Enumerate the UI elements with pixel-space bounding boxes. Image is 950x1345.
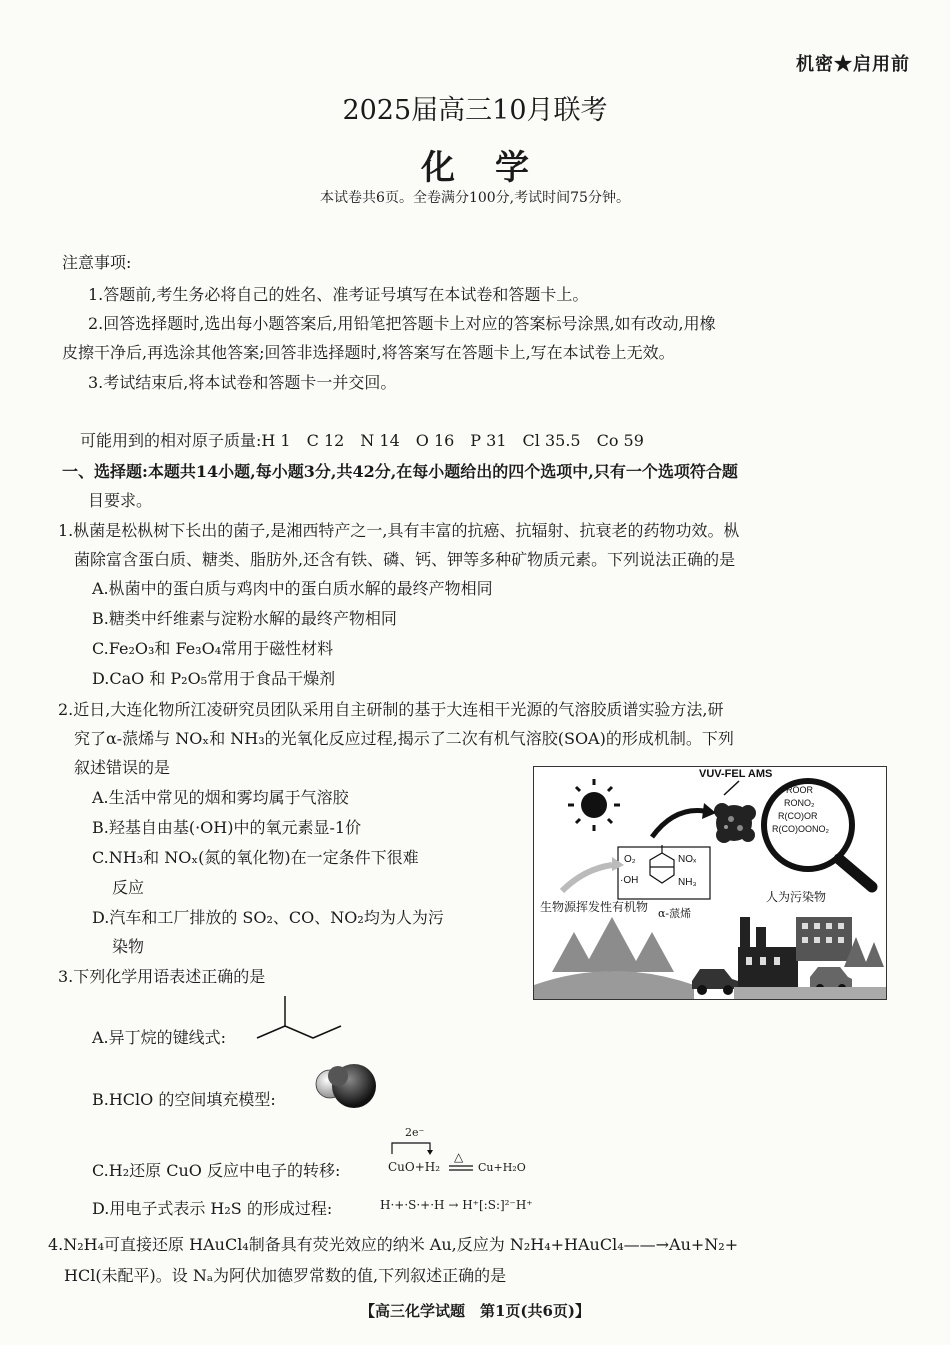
lens-text-4: R(CO)OONO₂ [772,824,829,834]
q2-option-b: B.羟基自由基(·OH)中的氧元素显-1价 [92,818,362,837]
soa-formation-figure [533,766,887,1000]
q3-c-equation-left: CuO+H₂ [388,1160,441,1174]
lens-text-2: RONO₂ [784,798,815,808]
q1-option-d: D.CaO 和 P₂O₅常用于食品干燥剂 [92,669,336,688]
q3-option-b: B.HClO 的空间填充模型: [92,1090,276,1109]
notice-title: 注意事项: [62,253,132,272]
q4-stem-line-1: 4.N₂H₄可直接还原 HAuCl₄制备具有荧光效应的纳米 Au,反应为 N₂H₄+HAuCl₄——→Au+N₂+ [48,1235,739,1254]
electron-transfer-arrow-icon [388,1140,448,1156]
q3-option-d: D.用电子式表示 H₂S 的形成过程: [92,1199,333,1218]
q2-option-c-line-2: 反应 [112,878,145,897]
section-heading-line-2: 目要求。 [88,491,153,510]
sun-icon [568,779,620,831]
q2-stem-line-2: 究了α-蒎烯与 NOₓ和 NH₃的光氧化反应过程,揭示了二次有机气溶胶(SOA)的形成机制。下列 [74,729,734,748]
q1-option-a: A.枞菌中的蛋白质与鸡肉中的蛋白质水解的最终产物相同 [92,579,493,598]
lens-text-3: R(CO)OR [778,811,818,821]
nh3-label: NH₃ [678,877,697,888]
q1-option-c: C.Fe₂O₃和 Fe₃O₄常用于磁性材料 [92,639,334,658]
q2-stem-line-1: 2.近日,大连化物所江凌研究员团队采用自主研制的基于大连相干光源的气溶胶质谱实验方法,研 [58,700,724,719]
q2-option-a: A.生活中常见的烟和雾均属于气溶胶 [92,788,349,807]
q2-stem-line-3: 叙述错误的是 [74,758,171,777]
vuv-label: VUV-FEL AMS [699,768,773,780]
aerosol-particle-icon [714,803,756,843]
magnifier-icon [764,781,872,887]
q3-option-a: A.异丁烷的键线式: [92,1028,227,1047]
car-icon [692,969,738,995]
oh-label: ·OH [620,875,639,886]
anthropogenic-pollutant-label: 人为污染物 [766,890,827,904]
q3-stem: 3.下列化学用语表述正确的是 [58,967,266,986]
section-heading-line-1: 一、选择题:本题共14小题,每小题3分,共42分,在每小题给出的四个选项中,只有一个选项符合题 [62,462,738,481]
q3-d-electron-formula: H·+·S·+·H → H⁺[:S:]²⁻H⁺ [380,1198,533,1212]
q3-electron-transfer-label: 2e⁻ [405,1126,425,1139]
confidential-mark: 机密★启用前 [796,54,910,75]
lens-text-1: ROOR [786,785,813,795]
exam-info: 本试卷共6页。全卷满分100分,考试时间75分钟。 [320,190,630,206]
q2-option-d-line-1: D.汽车和工厂排放的 SO₂、CO、NO₂均为人为污 [92,908,444,927]
page-footer: 【高三化学试题 第1页(共6页)】 [359,1302,591,1320]
q3-c-heat-condition: △ [454,1150,464,1164]
q1-option-b: B.糖类中纤维素与淀粉水解的最终产物相同 [92,609,397,628]
q1-stem-line-2: 菌除富含蛋白质、糖类、脂肪外,还含有铁、磷、钙、钾等多种矿物质元素。下列说法正确的是 [74,550,736,569]
soa-figure-drawing [534,767,886,999]
notice-item-3: 3.考试结束后,将本试卷和答题卡一并交回。 [88,373,397,392]
atomic-masses: 可能用到的相对原子质量:H 1 C 12 N 14 O 16 P 31 Cl 35.5 Co 59 [80,431,644,450]
equals-sign-icon [448,1164,474,1172]
notice-item-2-line-1: 2.回答选择题时,选出每小题答案后,用铅笔把答题卡上对应的答案标号涂黑,如有改动,用橡 [88,314,716,333]
q4-stem-line-2: HCl(未配平)。设 Nₐ为阿伏加德罗常数的值,下列叙述正确的是 [64,1266,507,1285]
biogenic-voc-label: 生物源挥发性有机物 [540,900,649,914]
notice-item-1: 1.答题前,考生务必将自己的姓名、准考证号填写在本试卷和答题卡上。 [88,285,589,304]
isobutane-skeletal-icon [255,992,350,1042]
exam-title: 2025届高三10月联考 [342,95,608,126]
q2-option-c-line-1: C.NH₃和 NOₓ(氮的氧化物)在一定条件下很难 [92,848,419,867]
subject-title: 化学 [421,148,569,188]
o2-label: O₂ [624,854,636,865]
q3-c-equation-right: Cu+H₂O [478,1161,526,1174]
hclo-space-filling-model-icon [308,1060,380,1112]
pinene-label: α-蒎烯 [658,907,692,920]
q1-stem-line-1: 1.枞菌是松枞树下长出的菌子,是湘西特产之一,具有丰富的抗癌、抗辐射、抗衰老的药物功效。枞 [58,521,740,540]
nox-label: NOₓ [678,854,697,865]
notice-item-2-line-2: 皮擦干净后,再选涂其他答案;回答非选择题时,将答案写在答题卡上,写在本试卷上无效。 [62,343,675,362]
q3-option-c: C.H₂还原 CuO 反应中电子的转移: [92,1161,341,1180]
q2-option-d-line-2: 染物 [112,937,145,956]
